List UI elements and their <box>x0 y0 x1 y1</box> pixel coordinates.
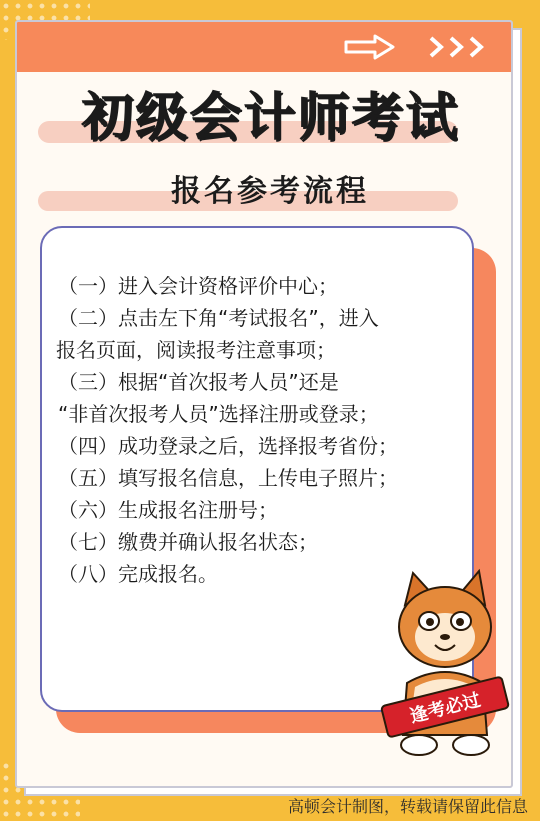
mascot-banner-text: 逢考必过 <box>407 689 483 728</box>
steps-list <box>58 270 488 590</box>
mascot-illustration <box>375 565 515 765</box>
list-item: “非首次报考人员”选择注册或登录； <box>58 402 379 426</box>
list-item: （二）点击左下角“考试报名”，进入 <box>58 306 379 330</box>
footer-credit: 高顿会计制图，转载请保留此信息 <box>287 797 528 816</box>
list-item: （一）进入会计资格评价中心； <box>58 274 338 298</box>
chevron-right-icon <box>427 34 493 60</box>
list-item: （七）缴费并确认报名状态； <box>58 530 318 554</box>
list-item: （八）完成报名。 <box>58 562 218 586</box>
list-item: （六）生成报名注册号； <box>58 498 278 522</box>
page-title: 初级会计师考试 <box>80 88 459 148</box>
list-item: （五）填写报名信息，上传电子照片； <box>58 466 398 490</box>
list-item: （三）根据“首次报考人员”还是 <box>58 370 339 394</box>
list-item: 报名页面，阅读报考注意事项； <box>56 338 336 362</box>
page-subtitle: 报名参考流程 <box>171 174 369 209</box>
arrow-right-icon <box>343 34 397 60</box>
list-item: （四）成功登录之后，选择报考省份； <box>58 434 398 458</box>
top-banner <box>17 22 511 72</box>
